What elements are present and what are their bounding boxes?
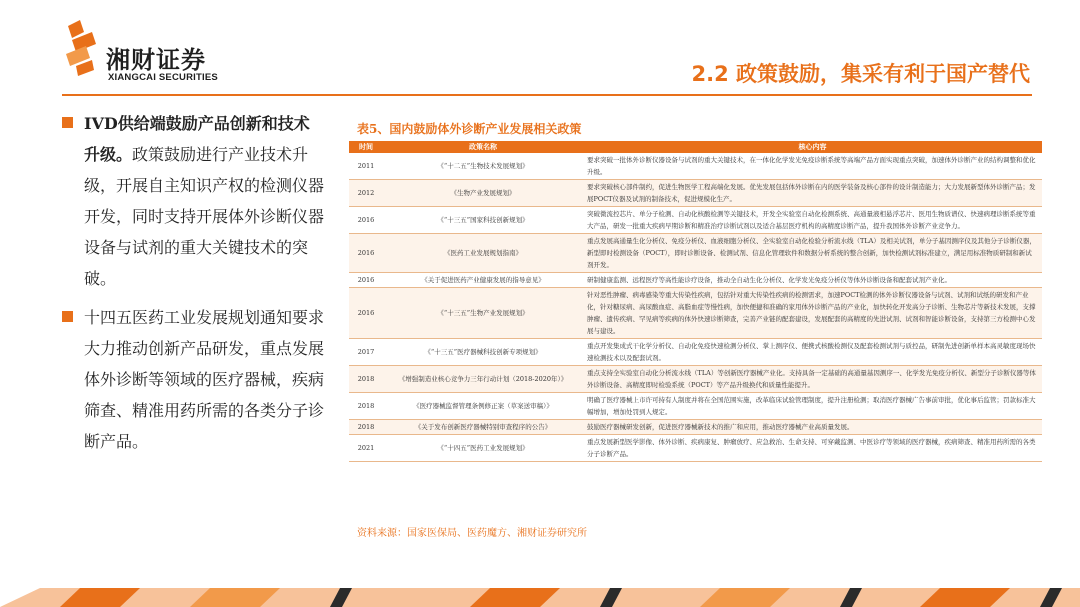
table-row [349, 273, 1042, 288]
cell-content: 针对恶性肿瘤、病毒感染等重大传染性疾病，包括针对重大传染性疾病的检测需求，加速POCT检测的体外诊断仪器设备与试剂、试剂和试纸的研发和产业化，针对糖尿病、高尿酸血症、高脂血症等慢性病，加快便捷和准确的家用体外诊断产品的产业化，加快转化开发高分子诊断、生物芯片等新技术发展，支撑肿瘤、遗传疾病、罕见病等疾病的体外快速诊断筛查，完善产业链的配套建设，发展配套的高精度的先进试剂、试剂和智能诊断设备，支持第三方检测中心发展与建设。 [583, 288, 1042, 339]
table-header-row [349, 141, 1042, 153]
cell-year: 2018 [349, 393, 383, 420]
cell-policy: 《医药工业发展规划指南》 [383, 234, 583, 273]
bullet-text: 政策鼓励进行产业技术升级，开展自主知识产权的检测仪器开发，同时支持开展体外诊断仪器设备与试剂的重大关键技术的突破。 [84, 145, 325, 288]
cell-year: 2016 [349, 207, 383, 234]
bullet-item [62, 108, 324, 294]
cell-year: 2016 [349, 234, 383, 273]
footer-stripe [0, 588, 1080, 607]
table-caption: 表5、国内鼓励体外诊断产业发展相关政策 [357, 122, 582, 136]
table-source: 资料来源：国家医保局、医药魔方、湘财证券研究所 [357, 528, 587, 539]
policy-table [349, 141, 1042, 462]
cell-policy: 《“十四五”医药工业发展规划》 [383, 435, 583, 462]
bullet-list [62, 108, 324, 465]
company-logo [62, 18, 232, 83]
table-row [349, 339, 1042, 366]
cell-content: 研制健康监测、远程医疗等高性能诊疗设备，推动全自动生化分析仪、化学发光免疫分析仪等体外诊断设备和配套试剂产业化。 [583, 273, 1042, 288]
logo-text-cn: 湘财证券 [106, 46, 206, 74]
cell-content: 突破微流控芯片、单分子检测、自动化核酸检测等关键技术，开发全实验室自动化检测系统、高通量液相悬浮芯片、医用生物质谱仪、快速病理诊断系统等重大产品，研发一批重大疾病早期诊断和精准治疗诊断试剂以及适合基层医疗机构的高精度诊断产品，提升我国体外诊断产业竞争力。 [583, 207, 1042, 234]
cell-content: 重点发展高通量生化分析仪、免疫分析仪、血液细胞分析仪、全实验室自动化检验分析流水线（TLA）及相关试剂，单分子基因测序仪及其他分子诊断仪器，新型即时检测设备（POCT），即时诊断设备、检测试剂、信息化管理软件和数据分析系统的整合创新，加快检测试剂标准建立，满足用标准物质研制和新试剂开发。 [583, 234, 1042, 273]
table-row [349, 153, 1042, 180]
table-row [349, 180, 1042, 207]
cell-year: 2011 [349, 153, 383, 180]
cell-policy: 《“十三五”生物产业发展规划》 [383, 288, 583, 339]
cell-year: 2018 [349, 420, 383, 435]
table-row [349, 420, 1042, 435]
bullet-square-icon [62, 311, 73, 322]
header-time: 时间 [349, 141, 383, 153]
bullet-square-icon [62, 117, 73, 128]
cell-content: 要求突破核心部件制约，促进生物医学工程高端化发展。优先发展包括体外诊断在内的医学装备及核心部件的设计制造能力；大力发展新型体外诊断产品；发展POCT仪器及试剂的制备技术，促进规模化生产。 [583, 180, 1042, 207]
bullet-text: 十四五医药工业发展规划通知要求大力推动创新产品研发，重点发展体外诊断等领域的医疗器械，疾病筛查、精准用药所需的各类分子诊断产品。 [84, 308, 325, 451]
cell-policy: 《增强制造业核心竞争力三年行动计划（2018-2020年）》 [383, 366, 583, 393]
cell-policy: 《医疗器械监督管理条例修正案（草案送审稿）》 [383, 393, 583, 420]
cell-year: 2016 [349, 273, 383, 288]
cell-year: 2017 [349, 339, 383, 366]
table-row [349, 207, 1042, 234]
cell-policy: 《“十二五”生物技术发展规划》 [383, 153, 583, 180]
table-row [349, 366, 1042, 393]
cell-policy: 《“十三五”国家科技创新规划》 [383, 207, 583, 234]
logo-text-en: XIANGCAI SECURITIES [108, 72, 218, 83]
table-row [349, 288, 1042, 339]
cell-year: 2012 [349, 180, 383, 207]
title-underline [62, 94, 1032, 96]
header-policy-name: 政策名称 [383, 141, 583, 153]
page-title: 2.2 政策鼓励，集采有利于国产替代 [691, 62, 1030, 86]
cell-policy: 《“十三五”医疗器械科技创新专项规划》 [383, 339, 583, 366]
bullet-bold-text: IVD供给端鼓励产品创新和技术升级。 [84, 114, 310, 164]
table-row [349, 435, 1042, 462]
header-core-content: 核心内容 [583, 141, 1042, 153]
cell-year: 2021 [349, 435, 383, 462]
bullet-item [62, 302, 324, 457]
cell-policy: 《生物产业发展规划》 [383, 180, 583, 207]
cell-policy: 《关于促进医药产业健康发展的指导意见》 [383, 273, 583, 288]
cell-year: 2016 [349, 288, 383, 339]
logo-mark-icon [62, 18, 102, 78]
table-row [349, 234, 1042, 273]
cell-policy: 《关于发布创新医疗器械特别审查程序的公告》 [383, 420, 583, 435]
cell-content: 重点发展新型医学影像、体外诊断、疾病康复、肿瘤放疗、应急救治、生命支持、可穿戴监测、中医诊疗等领域的医疗器械，疾病筛查、精准用药所需的各类分子诊断产品。 [583, 435, 1042, 462]
table-row [349, 393, 1042, 420]
cell-content: 重点开发集成式干化学分析仪、自动化免疫快速检测分析仪、掌上测序仪、便携式核酸检测仪及配套检测试剂与质控品，研制先进创新单样本高灵敏度现场快速检测技术以及配套试剂。 [583, 339, 1042, 366]
cell-content: 要求突破一批体外诊断仪器设备与试剂的重大关键技术，在一体化化学发光免疫诊断系统等高端产品方面实现重点突破，加速体外诊断产业的结构调整和优化升级。 [583, 153, 1042, 180]
cell-content: 重点支持全实验室自动化分析流水线（TLA）等创新医疗器械产业化。支持具备一定基础的高通量基因测序一、化学发光免疫分析仪、新型分子诊断仪器等体外诊断设备、高精度即时检验系统（POCT）等产品升级换代和质量性能提升。 [583, 366, 1042, 393]
cell-content: 鼓励医疗器械研发创新，促进医疗器械新技术的推广和应用，推动医疗器械产业高质量发展。 [583, 420, 1042, 435]
cell-year: 2018 [349, 366, 383, 393]
footer-stripe-graphic [0, 588, 1080, 607]
cell-content: 明确了医疗器械上市许可持有人制度并将在全国范围实施，改革临床试验管理制度，提升注册检测；取消医疗器械广告事前审批，优化事后监管；罚款标准大幅增加，增加处罚到人规定。 [583, 393, 1042, 420]
